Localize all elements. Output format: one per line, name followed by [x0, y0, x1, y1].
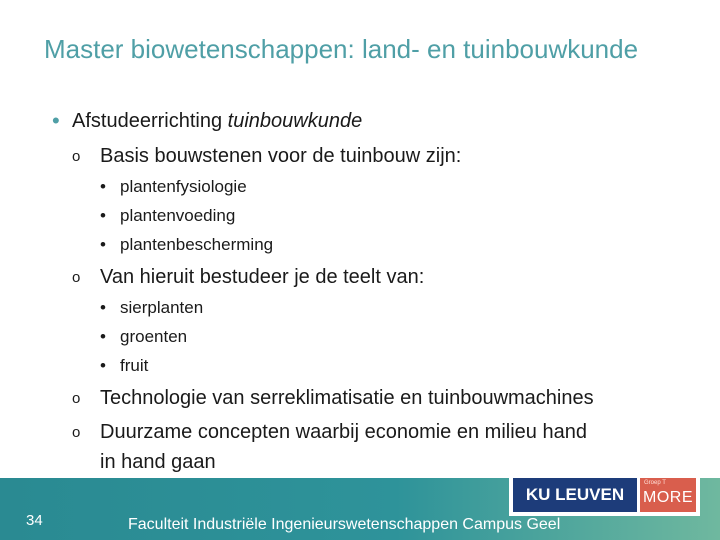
heading-prefix: Afstudeerrichting: [72, 110, 228, 132]
list-item-text: Basis bouwstenen voor de tuinbouw zijn:: [100, 145, 462, 167]
sub-item-text: fruit: [120, 356, 149, 375]
list-item-text: Technologie van serreklimatisatie en tuinbouwmachines: [100, 387, 594, 409]
sub-item-text: sierplanten: [120, 298, 204, 317]
slide-title: Master biowetenschappen: land- en tuinbouwkunde: [44, 34, 639, 64]
heading-text: [72, 110, 362, 133]
bullet-marker: •: [100, 177, 106, 196]
circle-marker: o: [72, 148, 81, 165]
sub-item-text: plantenvoeding: [120, 206, 236, 225]
circle-marker: o: [72, 424, 81, 441]
heading-emphasis: tuinbouwkunde: [227, 110, 363, 132]
list-item-text: Duurzame concepten waarbij economie en milieu hand: [100, 421, 587, 443]
list-item-text: Van hieruit bestudeer je de teelt van:: [100, 266, 425, 288]
list-item-text: in hand gaan: [100, 451, 216, 473]
more-wordmark: MORE: [643, 489, 693, 506]
bullet-marker: •: [52, 108, 60, 133]
bullet-marker: •: [100, 298, 106, 317]
footer-text: Faculteit Industriële Ingenieurswetenschappen Campus Geel: [128, 516, 561, 533]
bullet-marker: •: [100, 327, 106, 346]
bullet-marker: •: [100, 235, 106, 254]
sub-item-text: plantenfysiologie: [120, 177, 247, 196]
bullet-marker: •: [100, 206, 106, 225]
kuleuven-logo: [509, 474, 700, 516]
more-logo: [640, 478, 696, 512]
slide-number: 34: [26, 512, 43, 529]
circle-marker: o: [72, 269, 81, 286]
sub-item-text: groenten: [120, 327, 188, 346]
kuleuven-wordmark: KU LEUVEN: [513, 478, 637, 512]
bullet-marker: •: [100, 356, 106, 375]
sub-item-text: plantenbescherming: [120, 235, 274, 254]
more-small-text: Groep T: [644, 480, 666, 486]
circle-marker: o: [72, 390, 81, 407]
